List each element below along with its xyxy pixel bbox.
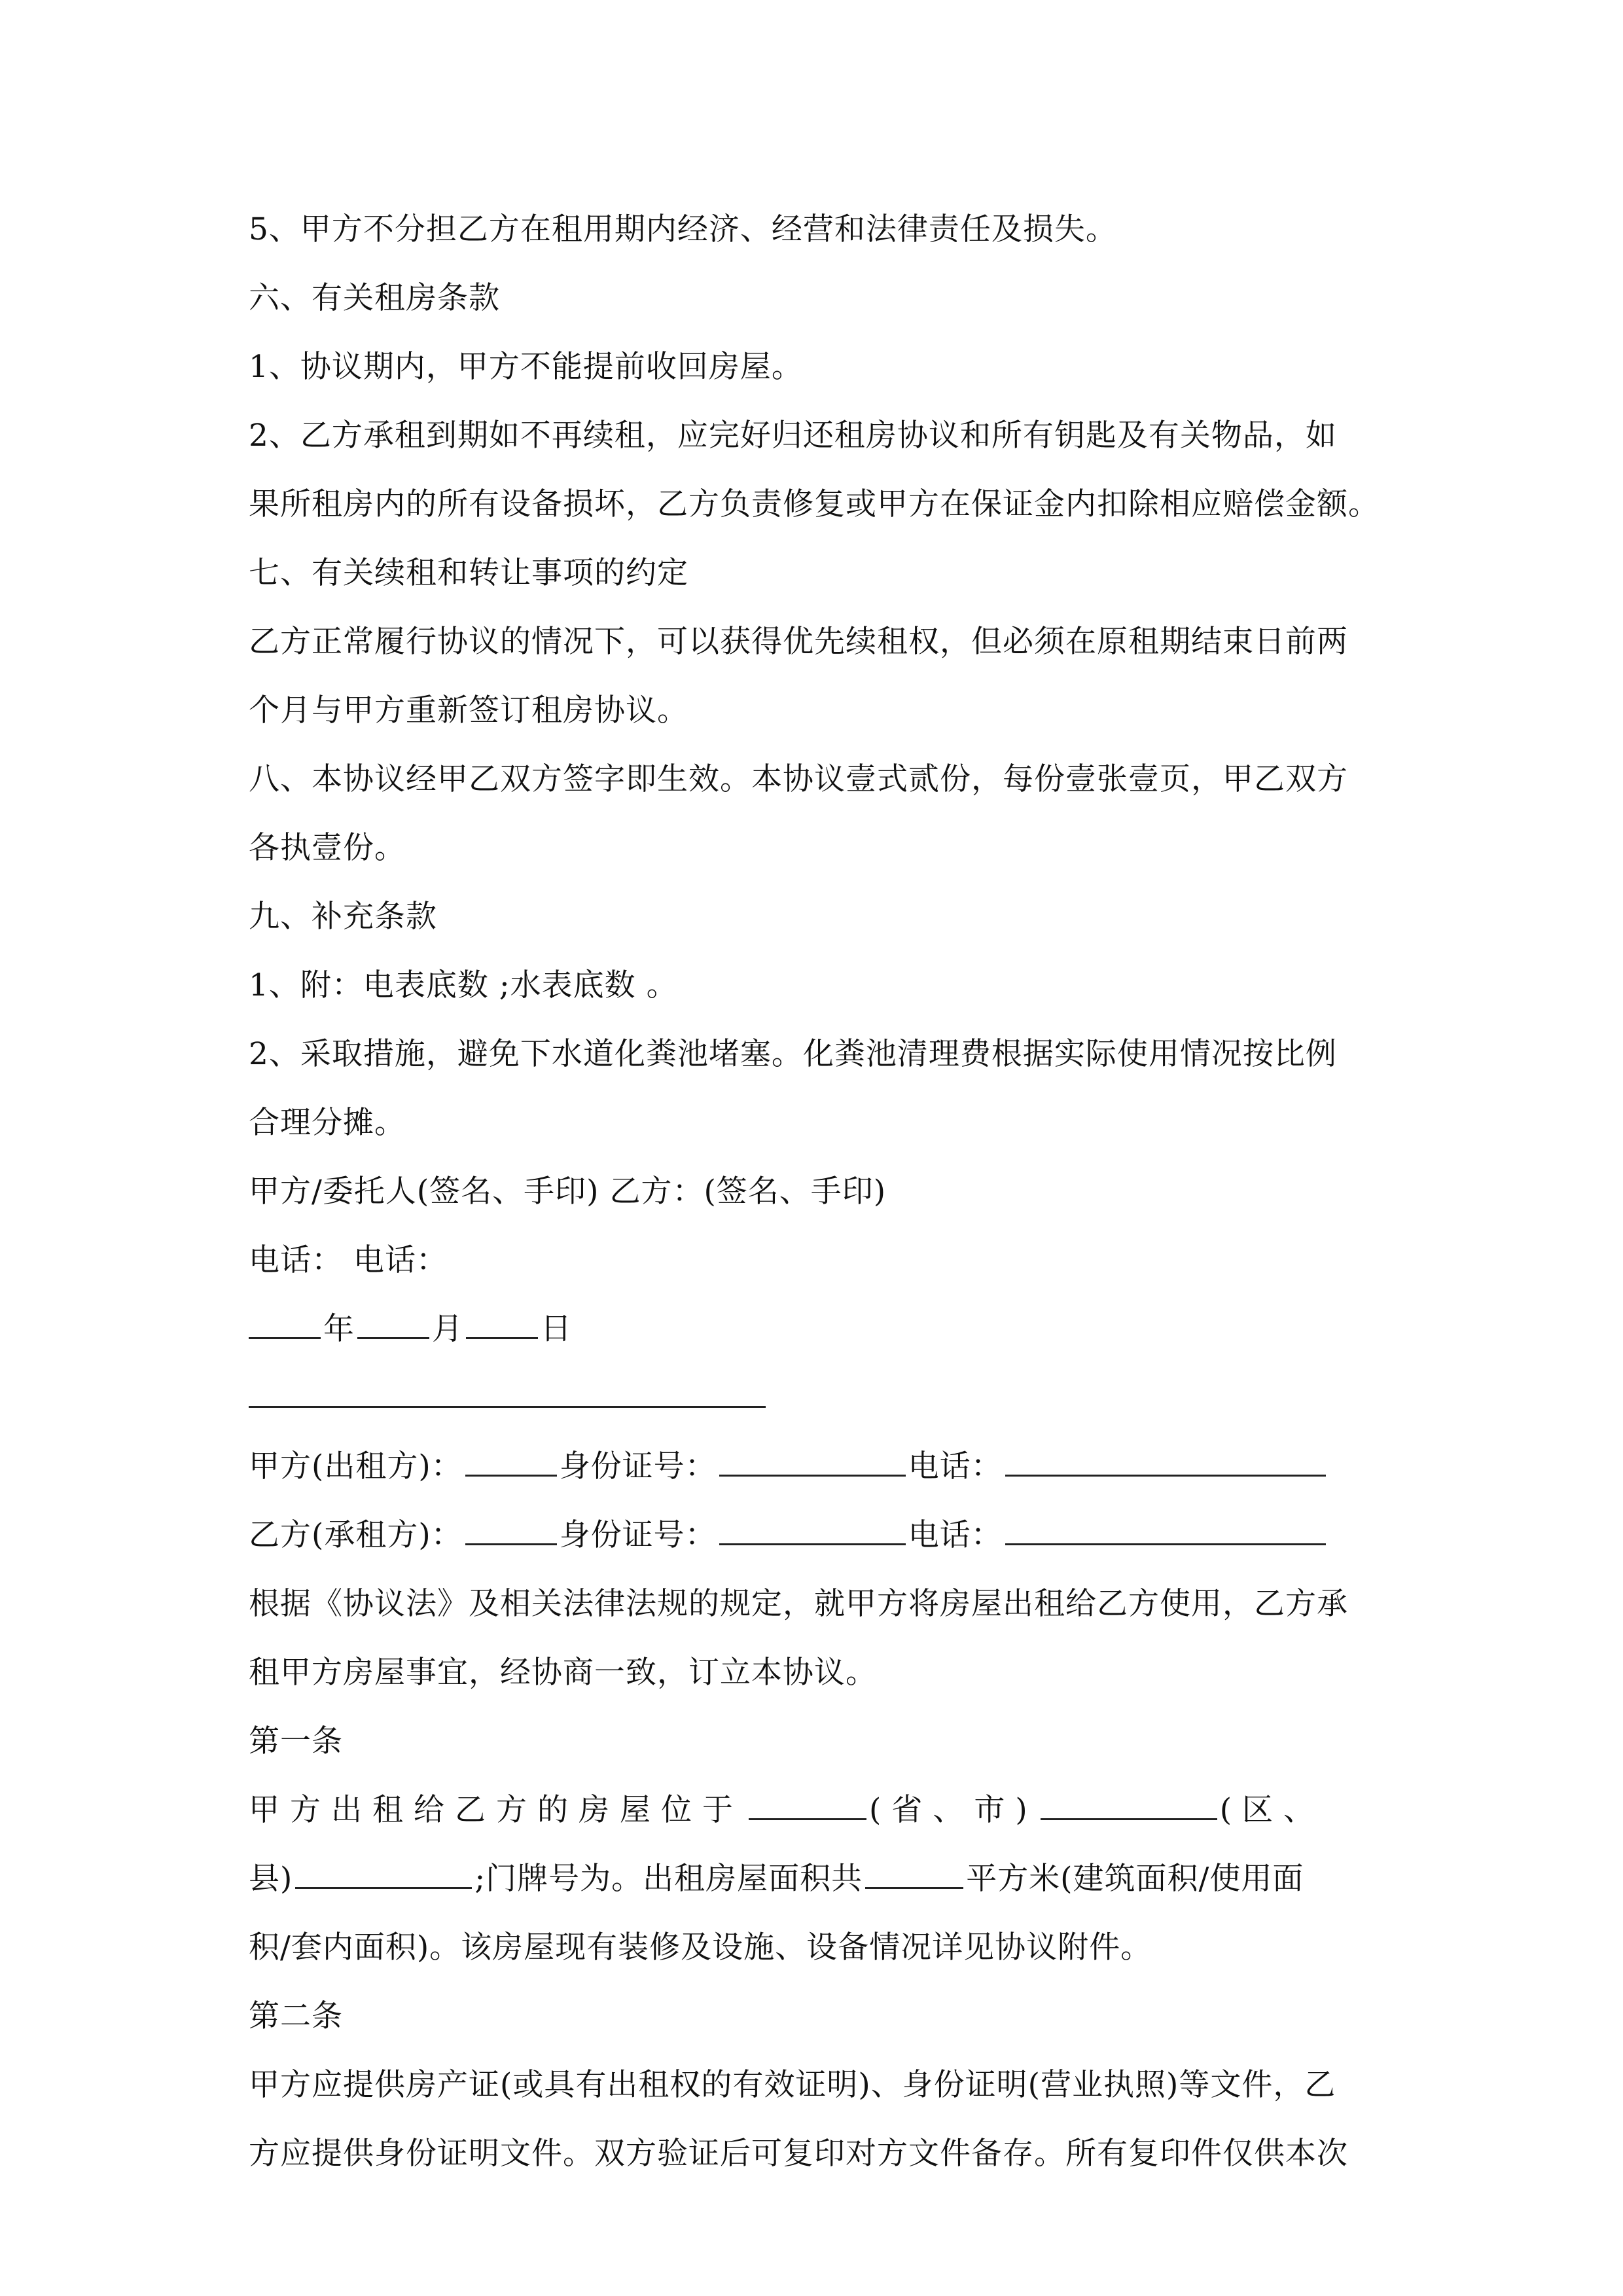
year-label: 年 [323,1311,355,1347]
section-7-line-2: 个月与甲方重新签订租房协议。 [249,692,688,728]
house-number-text: ;门牌号为。出租房屋面积共 [474,1861,863,1897]
party-b-label: 乙方(承租方)： [249,1517,463,1553]
day-label: 日 [541,1311,572,1347]
party-b-phone-label: 电话： [908,1517,1003,1553]
article-2-line-2: 方应提供身份证明文件。双方验证后可复印对方文件备存。所有复印件仅供本次 [249,2136,1348,2172]
party-b-name-blank [465,1517,557,1545]
intro-line-2: 租甲方房屋事宜，经协商一致，订立本协议。 [249,1655,877,1691]
party-b-id-blank [719,1517,906,1545]
day-blank [466,1311,538,1339]
year-blank [249,1311,321,1339]
month-label: 月 [432,1311,463,1347]
date-line [249,1295,1374,1363]
section-7-line-1: 乙方正常履行协议的情况下，可以获得优先续租权，但必须在原租期结束日前两 [249,624,1348,660]
contract-page [249,195,1380,2188]
party-b-phone-blank [1005,1517,1326,1545]
section-divider [249,1380,766,1408]
clause-9-1-meter-readings: 1、附：电表底数 ;水表底数 。 [249,967,678,1003]
clause-5-liability: 5、甲方不分担乙方在租用期内经济、经营和法律责任及损失。 [249,211,1117,247]
signature-line: 甲方/委托人(签名、手印) 乙方：(签名、手印) [249,1174,887,1210]
party-a-phone-blank [1005,1448,1326,1477]
district-blank [1041,1792,1217,1820]
area-unit-text: 平方米(建筑面积/使用面 [966,1861,1304,1897]
province-label: (省、市) [869,1792,1038,1828]
article-1-line-1 [249,1776,1374,1844]
article-1-title: 第一条 [249,1723,343,1759]
article-1-location-text: 甲方出租给乙方的房屋位于 [249,1792,743,1828]
section-8-line-1: 八、本协议经甲乙双方签字即生效。本协议壹式贰份，每份壹张壹页，甲乙双方 [249,761,1348,797]
clause-6-2-line-2: 果所租房内的所有设备损坏，乙方负责修复或甲方在保证金内扣除相应赔偿金额。 [249,486,1380,522]
area-blank [865,1861,963,1889]
clause-9-2-line-2: 合理分摊。 [249,1105,406,1141]
section-6-heading: 六、有关租房条款 [249,280,500,316]
phone-line: 电话： 电话： [249,1242,448,1278]
month-blank [357,1311,429,1339]
article-1-line-3: 积/套内面积)。该房屋现有装修及设施、设备情况详见协议附件。 [249,1929,1152,1965]
section-9-heading: 九、补充条款 [249,899,437,935]
party-b-line [249,1501,1374,1570]
article-2-line-1: 甲方应提供房产证(或具有出租权的有效证明)、身份证明(营业执照)等文件，乙 [249,2067,1336,2103]
section-8-line-2: 各执壹份。 [249,830,406,866]
party-a-name-blank [465,1448,557,1477]
party-a-id-blank [719,1448,906,1477]
clause-6-1: 1、协议期内，甲方不能提前收回房屋。 [249,349,803,385]
article-1-line-2 [249,1844,1374,1913]
county-label: 县) [249,1861,293,1897]
intro-line-1: 根据《协议法》及相关法律法规的规定，就甲方将房屋出租给乙方使用，乙方承 [249,1586,1348,1622]
clause-6-2-line-1: 2、乙方承租到期如不再续租，应完好归还租房协议和所有钥匙及有关物品，如 [249,418,1337,454]
party-a-id-label: 身份证号： [559,1448,717,1484]
party-a-line [249,1432,1374,1501]
article-2-title: 第二条 [249,1998,343,2034]
province-blank [749,1792,866,1820]
section-7-heading: 七、有关续租和转让事项的约定 [249,555,688,591]
clause-9-2-line-1: 2、采取措施，避免下水道化粪池堵塞。化粪池清理费根据实际使用情况按比例 [249,1036,1337,1072]
district-label: (区、 [1219,1792,1325,1828]
party-b-id-label: 身份证号： [559,1517,717,1553]
party-a-phone-label: 电话： [908,1448,1003,1484]
separator-line [249,1363,1374,1432]
party-a-label: 甲方(出租方)： [249,1448,463,1484]
county-blank [295,1861,472,1889]
